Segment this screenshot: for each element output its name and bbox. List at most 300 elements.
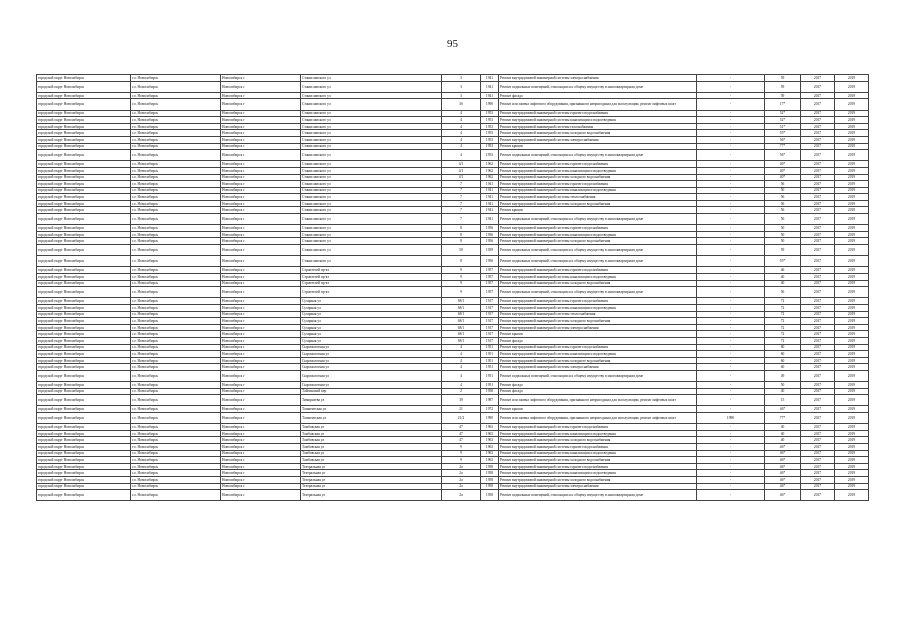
start-year-cell: 2017 <box>801 143 835 150</box>
house-number-cell: 8 <box>442 231 481 238</box>
street-cell: Строителей пр-кт <box>301 287 442 298</box>
cost-cell: 56 <box>765 287 801 298</box>
build-year-cell: 1917 <box>481 337 499 344</box>
district-cell: городской округ Новосибирск <box>37 110 131 117</box>
table-row <box>37 450 869 457</box>
end-year-cell: 2019 <box>835 150 869 161</box>
city-cell: Новосибирск г <box>221 81 301 92</box>
work-type-cell: Ремонт внутридомовой инженерной системы канализации и водоотведения <box>499 470 697 477</box>
extra-cell: - <box>697 231 765 238</box>
municipality-cell: г.о. Новосибирск <box>131 150 221 161</box>
city-cell: Новосибирск г <box>221 245 301 256</box>
table-row <box>37 123 869 130</box>
start-year-cell: 2017 <box>801 200 835 207</box>
extra-cell: - <box>697 99 765 110</box>
house-number-cell: 4 <box>442 143 481 150</box>
house-number-cell: 4 <box>442 344 481 351</box>
end-year-cell: 2019 <box>835 413 869 424</box>
district-cell: городской округ Новосибирск <box>37 413 131 424</box>
cost-cell: 55* <box>765 130 801 137</box>
municipality-cell: г.о. Новосибирск <box>131 413 221 424</box>
city-cell: Новосибирск г <box>221 194 301 201</box>
work-type-cell: Ремонт фасада <box>499 382 697 389</box>
extra-cell: 1990 <box>697 413 765 424</box>
municipality-cell: г.о. Новосибирск <box>131 437 221 444</box>
start-year-cell: 2017 <box>801 364 835 371</box>
house-number-cell: 4/1 <box>442 167 481 174</box>
house-number-cell: 9 <box>442 267 481 274</box>
house-number-cell: 8 <box>442 238 481 245</box>
municipality-cell: г.о. Новосибирск <box>131 311 221 318</box>
house-number-cell: 2а <box>442 463 481 470</box>
street-cell: Станиславского ул <box>301 81 442 92</box>
district-cell: городской округ Новосибирск <box>37 136 131 143</box>
end-year-cell: 2019 <box>835 483 869 490</box>
city-cell: Новосибирск г <box>221 337 301 344</box>
municipality-cell: г.о. Новосибирск <box>131 238 221 245</box>
table-row <box>37 298 869 305</box>
table-row <box>37 477 869 484</box>
cost-cell: 56 <box>765 207 801 214</box>
city-cell: Новосибирск г <box>221 382 301 389</box>
work-type-cell: Ремонт внутридомовой инженерной системы канализации и водоотведения <box>499 304 697 311</box>
build-year-cell: 1958 <box>481 483 499 490</box>
district-cell: городской округ Новосибирск <box>37 225 131 232</box>
start-year-cell: 2017 <box>801 344 835 351</box>
house-number-cell: 68/1 <box>442 318 481 325</box>
house-number-cell: 3 <box>442 75 481 82</box>
district-cell: городской округ Новосибирск <box>37 298 131 305</box>
house-number-cell: 4 <box>442 130 481 137</box>
cost-cell: 52* <box>765 110 801 117</box>
start-year-cell: 2017 <box>801 490 835 501</box>
cost-cell: 60 <box>765 364 801 371</box>
extra-cell: - <box>697 444 765 451</box>
street-cell: Станиславского ул <box>301 231 442 238</box>
table-row <box>37 311 869 318</box>
end-year-cell: 2019 <box>835 344 869 351</box>
district-cell: городской округ Новосибирск <box>37 457 131 464</box>
work-type-cell: Ремонт внутридомовой инженерной системы горячего водоснабжения <box>499 444 697 451</box>
table-row <box>37 99 869 110</box>
street-cell: Станиславского ул <box>301 181 442 188</box>
municipality-cell: г.о. Новосибирск <box>131 167 221 174</box>
cost-cell: 40 <box>765 430 801 437</box>
table-row <box>37 274 869 281</box>
end-year-cell: 2019 <box>835 424 869 431</box>
house-number-cell: 2а <box>442 490 481 501</box>
municipality-cell: г.о. Новосибирск <box>131 395 221 406</box>
district-cell: городской округ Новосибирск <box>37 318 131 325</box>
district-cell: городской округ Новосибирск <box>37 331 131 338</box>
end-year-cell: 2019 <box>835 117 869 124</box>
house-number-cell: 21/2 <box>442 413 481 424</box>
extra-cell: - <box>697 370 765 381</box>
municipality-cell: г.о. Новосибирск <box>131 200 221 207</box>
house-number-cell: 4 <box>442 370 481 381</box>
street-cell: Станиславского ул <box>301 167 442 174</box>
cost-cell: 15 <box>765 395 801 406</box>
house-number-cell: 9 <box>442 280 481 287</box>
build-year-cell: 1941 <box>481 81 499 92</box>
house-number-cell: 68/1 <box>442 337 481 344</box>
district-cell: городской округ Новосибирск <box>37 130 131 137</box>
house-number-cell: 8 <box>442 225 481 232</box>
build-year-cell: 1962 <box>481 161 499 168</box>
district-cell: городской округ Новосибирск <box>37 267 131 274</box>
work-type-cell: Ремонт внутридомовой инженерной системы канализации и водоотведения <box>499 430 697 437</box>
cost-cell: 46* <box>765 444 801 451</box>
district-cell: городской округ Новосибирск <box>37 424 131 431</box>
extra-cell: - <box>697 225 765 232</box>
build-year-cell: 1951 <box>481 364 499 371</box>
work-type-cell: Ремонт внутридомовой инженерной системы горячего водоснабжения <box>499 463 697 470</box>
city-cell: Новосибирск г <box>221 75 301 82</box>
extra-cell: - <box>697 382 765 389</box>
city-cell: Новосибирск г <box>221 344 301 351</box>
house-number-cell: 4 <box>442 110 481 117</box>
work-type-cell: Ремонт внутридомовой инженерной системы холодного водоснабжения <box>499 130 697 137</box>
extra-cell: - <box>697 298 765 305</box>
street-cell: Станиславского ул <box>301 136 442 143</box>
city-cell: Новосибирск г <box>221 304 301 311</box>
city-cell: Новосибирск г <box>221 364 301 371</box>
city-cell: Новосибирск г <box>221 150 301 161</box>
city-cell: Новосибирск г <box>221 463 301 470</box>
end-year-cell: 2019 <box>835 92 869 99</box>
district-cell: городской округ Новосибирск <box>37 75 131 82</box>
street-cell: Станиславского ул <box>301 187 442 194</box>
district-cell: городской округ Новосибирск <box>37 337 131 344</box>
cost-cell: 46* <box>765 457 801 464</box>
municipality-cell: г.о. Новосибирск <box>131 483 221 490</box>
build-year-cell: 1917 <box>481 304 499 311</box>
district-cell: городской округ Новосибирск <box>37 344 131 351</box>
work-type-cell: Ремонт внутридомовой инженерной системы горячего водоснабжения <box>499 225 697 232</box>
table-row <box>37 344 869 351</box>
street-cell: Станиславского ул <box>301 225 442 232</box>
work-type-cell: Ремонт внутридомовой инженерной системы электроснабжения <box>499 324 697 331</box>
cost-cell: 56 <box>765 200 801 207</box>
work-type-cell: Ремонт или замена лифтового оборудования, признанного непригодным для эксплуатации, ремонт лифтовых шахт <box>499 413 697 424</box>
end-year-cell: 2019 <box>835 490 869 501</box>
start-year-cell: 2017 <box>801 267 835 274</box>
municipality-cell: г.о. Новосибирск <box>131 75 221 82</box>
extra-cell: - <box>697 256 765 267</box>
table-row <box>37 287 869 298</box>
start-year-cell: 2017 <box>801 167 835 174</box>
build-year-cell: 1972 <box>481 406 499 413</box>
district-cell: городской округ Новосибирск <box>37 470 131 477</box>
extra-cell: - <box>697 214 765 225</box>
table-row <box>37 337 869 344</box>
start-year-cell: 2017 <box>801 424 835 431</box>
build-year-cell: 1962 <box>481 174 499 181</box>
municipality-cell: г.о. Новосибирск <box>131 136 221 143</box>
street-cell: Сыромолотная ул <box>301 364 442 371</box>
build-year-cell: 1963 <box>481 437 499 444</box>
extra-cell: - <box>697 187 765 194</box>
page-number: 95 <box>447 38 458 50</box>
street-cell: Сухарная ул <box>301 311 442 318</box>
cost-cell: 77* <box>765 413 801 424</box>
end-year-cell: 2019 <box>835 311 869 318</box>
work-type-cell: Ремонт внутридомовой инженерной системы горячего водоснабжения <box>499 110 697 117</box>
city-cell: Новосибирск г <box>221 181 301 188</box>
house-number-cell: 7 <box>442 214 481 225</box>
table-row <box>37 267 869 274</box>
extra-cell: - <box>697 92 765 99</box>
house-number-cell: 9 <box>442 274 481 281</box>
work-type-cell: Ремонт крыши <box>499 143 697 150</box>
street-cell: Сухарная ул <box>301 318 442 325</box>
build-year-cell: 1939 <box>481 245 499 256</box>
table-row <box>37 256 869 267</box>
district-cell: городской округ Новосибирск <box>37 161 131 168</box>
build-year-cell: 1958 <box>481 388 499 395</box>
municipality-cell: г.о. Новосибирск <box>131 304 221 311</box>
start-year-cell: 2017 <box>801 370 835 381</box>
extra-cell: - <box>697 437 765 444</box>
table-row <box>37 318 869 325</box>
cost-cell: 40 <box>765 437 801 444</box>
district-cell: городской округ Новосибирск <box>37 200 131 207</box>
house-number-cell: 4/1 <box>442 174 481 181</box>
work-type-cell: Ремонт подвальных помещений, относящихся к общему имуществу в многоквартирном доме <box>499 287 697 298</box>
table-row <box>37 174 869 181</box>
street-cell: Тамбовская ул <box>301 444 442 451</box>
start-year-cell: 2017 <box>801 194 835 201</box>
cost-cell: 59 <box>765 81 801 92</box>
extra-cell: - <box>697 167 765 174</box>
table-row <box>37 280 869 287</box>
extra-cell: - <box>697 207 765 214</box>
city-cell: Новосибирск г <box>221 357 301 364</box>
build-year-cell: 1958 <box>481 490 499 501</box>
cost-cell: 40* <box>765 161 801 168</box>
city-cell: Новосибирск г <box>221 370 301 381</box>
municipality-cell: г.о. Новосибирск <box>131 324 221 331</box>
end-year-cell: 2019 <box>835 207 869 214</box>
build-year-cell: 1917 <box>481 311 499 318</box>
build-year-cell: 1956 <box>481 238 499 245</box>
start-year-cell: 2017 <box>801 483 835 490</box>
end-year-cell: 2019 <box>835 280 869 287</box>
work-type-cell: Ремонт внутридомовой инженерной системы канализации и водоотведения <box>499 117 697 124</box>
end-year-cell: 2019 <box>835 99 869 110</box>
end-year-cell: 2019 <box>835 382 869 389</box>
district-cell: городской округ Новосибирск <box>37 483 131 490</box>
house-number-cell: 4 <box>442 364 481 371</box>
street-cell: Театральная ул <box>301 463 442 470</box>
end-year-cell: 2019 <box>835 357 869 364</box>
cost-cell: 50 <box>765 225 801 232</box>
start-year-cell: 2017 <box>801 75 835 82</box>
extra-cell: - <box>697 81 765 92</box>
end-year-cell: 2019 <box>835 395 869 406</box>
district-cell: городской округ Новосибирск <box>37 123 131 130</box>
end-year-cell: 2019 <box>835 444 869 451</box>
city-cell: Новосибирск г <box>221 200 301 207</box>
municipality-cell: г.о. Новосибирск <box>131 424 221 431</box>
work-type-cell: Ремонт или замена лифтового оборудования, признанного непригодным для эксплуатации, ремонт лифтовых шахт <box>499 395 697 406</box>
district-cell: городской округ Новосибирск <box>37 194 131 201</box>
build-year-cell: 1963 <box>481 430 499 437</box>
extra-cell: - <box>697 311 765 318</box>
house-number-cell: 7 <box>442 207 481 214</box>
start-year-cell: 2017 <box>801 174 835 181</box>
city-cell: Новосибирск г <box>221 167 301 174</box>
city-cell: Новосибирск г <box>221 225 301 232</box>
end-year-cell: 2019 <box>835 136 869 143</box>
end-year-cell: 2019 <box>835 214 869 225</box>
cost-cell: 59 <box>765 75 801 82</box>
district-cell: городской округ Новосибирск <box>37 444 131 451</box>
table-body <box>37 75 869 501</box>
street-cell: Станиславского ул <box>301 161 442 168</box>
city-cell: Новосибирск г <box>221 92 301 99</box>
municipality-cell: г.о. Новосибирск <box>131 274 221 281</box>
district-cell: городской округ Новосибирск <box>37 256 131 267</box>
municipality-cell: г.о. Новосибирск <box>131 256 221 267</box>
start-year-cell: 2017 <box>801 280 835 287</box>
table-row <box>37 161 869 168</box>
work-type-cell: Ремонт внутридомовой инженерной системы газоснабжения <box>499 123 697 130</box>
extra-cell: - <box>697 123 765 130</box>
municipality-cell: г.о. Новосибирск <box>131 444 221 451</box>
municipality-cell: г.о. Новосибирск <box>131 477 221 484</box>
street-cell: Станиславского ул <box>301 75 442 82</box>
extra-cell: - <box>697 490 765 501</box>
district-cell: городской округ Новосибирск <box>37 92 131 99</box>
city-cell: Новосибирск г <box>221 214 301 225</box>
table-row <box>37 413 869 424</box>
end-year-cell: 2019 <box>835 256 869 267</box>
city-cell: Новосибирск г <box>221 395 301 406</box>
end-year-cell: 2019 <box>835 200 869 207</box>
work-type-cell: Ремонт внутридомовой инженерной системы теплоснабжения <box>499 311 697 318</box>
district-cell: городской округ Новосибирск <box>37 238 131 245</box>
cost-cell: 72 <box>765 337 801 344</box>
district-cell: городской округ Новосибирск <box>37 81 131 92</box>
cost-cell: 60 <box>765 351 801 358</box>
street-cell: Станиславского ул <box>301 245 442 256</box>
district-cell: городской округ Новосибирск <box>37 430 131 437</box>
build-year-cell: 1917 <box>481 298 499 305</box>
district-cell: городской округ Новосибирск <box>37 245 131 256</box>
build-year-cell: 1941 <box>481 207 499 214</box>
table-row <box>37 117 869 124</box>
municipality-cell: г.о. Новосибирск <box>131 214 221 225</box>
end-year-cell: 2019 <box>835 181 869 188</box>
start-year-cell: 2017 <box>801 351 835 358</box>
city-cell: Новосибирск г <box>221 331 301 338</box>
municipality-cell: г.о. Новосибирск <box>131 143 221 150</box>
city-cell: Новосибирск г <box>221 388 301 395</box>
municipality-cell: г.о. Новосибирск <box>131 110 221 117</box>
municipality-cell: г.о. Новосибирск <box>131 225 221 232</box>
end-year-cell: 2019 <box>835 351 869 358</box>
cost-cell: 40 <box>765 274 801 281</box>
start-year-cell: 2017 <box>801 457 835 464</box>
build-year-cell: 1951 <box>481 382 499 389</box>
city-cell: Новосибирск г <box>221 274 301 281</box>
district-cell: городской округ Новосибирск <box>37 187 131 194</box>
extra-cell: - <box>697 395 765 406</box>
work-type-cell: Ремонт подвальных помещений, относящихся к общему имуществу в многоквартирном доме <box>499 150 697 161</box>
work-type-cell: Ремонт внутридомовой инженерной системы холодного водоснабжения <box>499 457 697 464</box>
build-year-cell: 1941 <box>481 75 499 82</box>
street-cell: Тимирязева ул <box>301 395 442 406</box>
extra-cell: - <box>697 324 765 331</box>
extra-cell: - <box>697 150 765 161</box>
work-type-cell: Ремонт внутридомовой инженерной системы холодного водоснабжения <box>499 238 697 245</box>
street-cell: Ташкентская ул <box>301 406 442 413</box>
house-number-cell: 7 <box>442 187 481 194</box>
district-cell: городской округ Новосибирск <box>37 357 131 364</box>
city-cell: Новосибирск г <box>221 318 301 325</box>
cost-cell: 17* <box>765 99 801 110</box>
city-cell: Новосибирск г <box>221 238 301 245</box>
extra-cell: - <box>697 174 765 181</box>
street-cell: Сухарная ул <box>301 324 442 331</box>
build-year-cell: 1990 <box>481 413 499 424</box>
table-row <box>37 304 869 311</box>
district-cell: городской округ Новосибирск <box>37 370 131 381</box>
city-cell: Новосибирск г <box>221 187 301 194</box>
build-year-cell: 1951 <box>481 351 499 358</box>
municipality-cell: г.о. Новосибирск <box>131 92 221 99</box>
work-type-cell: Ремонт внутридомовой инженерной системы канализации и водоотведения <box>499 450 697 457</box>
house-number-cell: 4 <box>442 382 481 389</box>
street-cell: Тамбовская ул <box>301 430 442 437</box>
district-cell: городской округ Новосибирск <box>37 364 131 371</box>
house-number-cell: 4 <box>442 123 481 130</box>
city-cell: Новосибирск г <box>221 267 301 274</box>
end-year-cell: 2019 <box>835 388 869 395</box>
municipality-cell: г.о. Новосибирск <box>131 406 221 413</box>
table-row <box>37 324 869 331</box>
work-type-cell: Ремонт внутридомовой инженерной системы горячего водоснабжения <box>499 344 697 351</box>
work-type-cell: Ремонт внутридомовой инженерной системы холодного водоснабжения <box>499 437 697 444</box>
municipality-cell: г.о. Новосибирск <box>131 81 221 92</box>
build-year-cell: 1956 <box>481 256 499 267</box>
city-cell: Новосибирск г <box>221 477 301 484</box>
house-number-cell: 7 <box>442 181 481 188</box>
end-year-cell: 2019 <box>835 463 869 470</box>
district-cell: городской округ Новосибирск <box>37 324 131 331</box>
table-row <box>37 75 869 82</box>
extra-cell: - <box>697 457 765 464</box>
table-row <box>37 395 869 406</box>
build-year-cell: 1963 <box>481 424 499 431</box>
cost-cell: 56 <box>765 214 801 225</box>
cost-cell: 51* <box>765 123 801 130</box>
table-row <box>37 187 869 194</box>
district-cell: городской округ Новосибирск <box>37 150 131 161</box>
work-type-cell: Ремонт внутридомовой инженерной системы канализации и водоотведения <box>499 187 697 194</box>
table-row <box>37 136 869 143</box>
city-cell: Новосибирск г <box>221 457 301 464</box>
end-year-cell: 2019 <box>835 187 869 194</box>
table-row <box>37 143 869 150</box>
end-year-cell: 2019 <box>835 123 869 130</box>
street-cell: Театральная ул <box>301 477 442 484</box>
start-year-cell: 2017 <box>801 337 835 344</box>
district-cell: городской округ Новосибирск <box>37 406 131 413</box>
extra-cell: - <box>697 161 765 168</box>
house-number-cell: 3б <box>442 99 481 110</box>
